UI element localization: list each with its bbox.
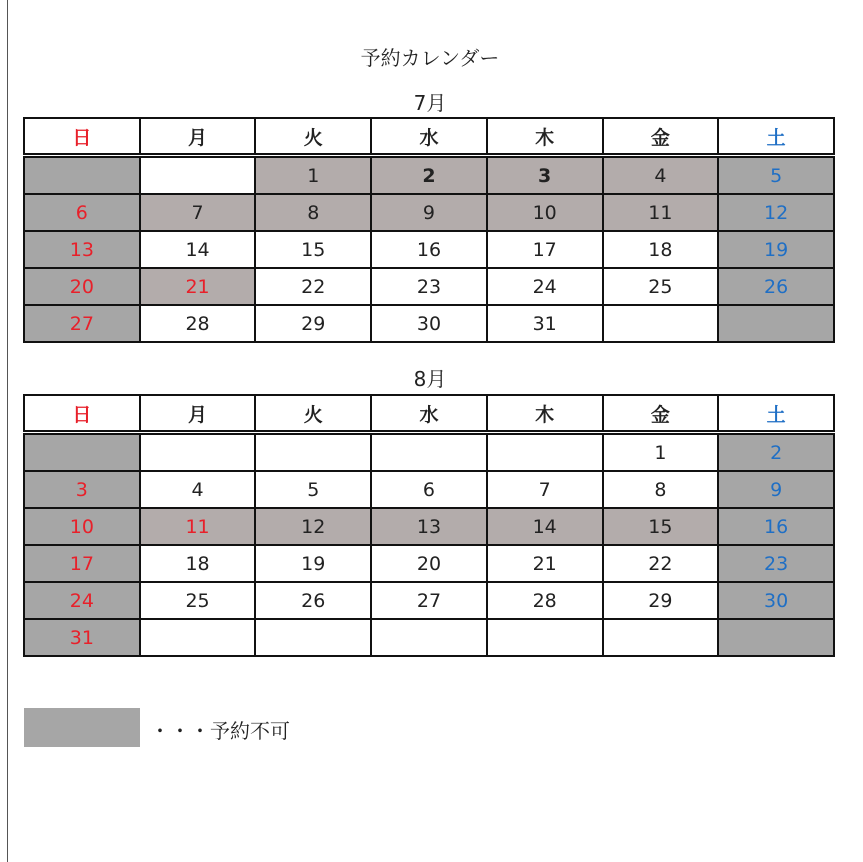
day-cell: 12 — [718, 194, 834, 231]
week-row — [24, 545, 834, 582]
day-cell: 25 — [603, 268, 719, 305]
day-cell: 13 — [24, 231, 140, 268]
day-cell: 11 — [603, 194, 719, 231]
day-cell: 24 — [24, 582, 140, 619]
weekday-fri: 金 — [603, 118, 719, 156]
week-row — [24, 305, 834, 342]
day-cell — [718, 619, 834, 656]
weekday-mon: 月 — [140, 118, 256, 156]
weekday-tue: 火 — [255, 118, 371, 156]
weekday-wed: 水 — [371, 118, 487, 156]
day-cell: 18 — [603, 231, 719, 268]
day-cell: 10 — [487, 194, 603, 231]
day-cell: 6 — [371, 471, 487, 508]
day-cell — [255, 433, 371, 472]
day-cell — [603, 305, 719, 342]
week-row — [24, 508, 834, 545]
page-left-border — [7, 0, 8, 862]
page-title: 予約カレンダー — [360, 46, 500, 70]
week-row — [24, 194, 834, 231]
day-cell: 7 — [487, 471, 603, 508]
day-cell: 8 — [603, 471, 719, 508]
week-row — [24, 471, 834, 508]
week-row — [24, 231, 834, 268]
weekday-sat: 土 — [718, 395, 834, 433]
day-cell: 6 — [24, 194, 140, 231]
weekday-sun: 日 — [24, 118, 140, 156]
day-cell: 5 — [718, 156, 834, 195]
day-cell: 19 — [255, 545, 371, 582]
day-cell: 30 — [371, 305, 487, 342]
day-cell — [487, 433, 603, 472]
day-cell: 4 — [140, 471, 256, 508]
week-row — [24, 156, 834, 195]
weekday-sun: 日 — [24, 395, 140, 433]
day-cell — [371, 619, 487, 656]
week-row — [24, 619, 834, 656]
day-cell: 15 — [255, 231, 371, 268]
day-cell — [603, 619, 719, 656]
day-cell: 24 — [487, 268, 603, 305]
day-cell: 14 — [140, 231, 256, 268]
day-cell: 8 — [255, 194, 371, 231]
day-cell: 2 — [718, 433, 834, 472]
day-cell: 14 — [487, 508, 603, 545]
day-cell: 28 — [140, 305, 256, 342]
day-cell: 3 — [24, 471, 140, 508]
month-label-august: 8月 — [413, 367, 447, 391]
day-cell: 16 — [371, 231, 487, 268]
day-cell: 7 — [140, 194, 256, 231]
day-cell — [371, 433, 487, 472]
weekday-mon: 月 — [140, 395, 256, 433]
day-cell: 31 — [487, 305, 603, 342]
month-label-july: 7月 — [413, 91, 447, 115]
day-cell — [255, 619, 371, 656]
day-cell: 3 — [487, 156, 603, 195]
day-cell: 23 — [371, 268, 487, 305]
day-cell: 27 — [24, 305, 140, 342]
day-cell: 29 — [255, 305, 371, 342]
weekday-header-row — [24, 118, 834, 156]
week-row — [24, 433, 834, 472]
day-cell: 1 — [255, 156, 371, 195]
day-cell: 4 — [603, 156, 719, 195]
weekday-tue: 火 — [255, 395, 371, 433]
day-cell: 31 — [24, 619, 140, 656]
day-cell: 1 — [603, 433, 719, 472]
day-cell: 5 — [255, 471, 371, 508]
day-cell — [487, 619, 603, 656]
day-cell: 13 — [371, 508, 487, 545]
day-cell: 28 — [487, 582, 603, 619]
day-cell: 2 — [371, 156, 487, 195]
day-cell — [140, 619, 256, 656]
day-cell: 9 — [718, 471, 834, 508]
day-cell: 17 — [24, 545, 140, 582]
day-cell: 27 — [371, 582, 487, 619]
day-cell: 21 — [487, 545, 603, 582]
day-cell: 12 — [255, 508, 371, 545]
day-cell: 21 — [140, 268, 256, 305]
day-cell: 20 — [371, 545, 487, 582]
day-cell: 26 — [718, 268, 834, 305]
day-cell: 17 — [487, 231, 603, 268]
day-cell: 26 — [255, 582, 371, 619]
day-cell: 9 — [371, 194, 487, 231]
day-cell: 18 — [140, 545, 256, 582]
day-cell: 19 — [718, 231, 834, 268]
day-cell: 25 — [140, 582, 256, 619]
day-cell — [24, 156, 140, 195]
weekday-thu: 木 — [487, 118, 603, 156]
weekday-wed: 水 — [371, 395, 487, 433]
legend-text: ・・・予約不可 — [150, 719, 290, 743]
day-cell — [140, 156, 256, 195]
week-row — [24, 268, 834, 305]
day-cell: 16 — [718, 508, 834, 545]
week-row — [24, 582, 834, 619]
day-cell: 15 — [603, 508, 719, 545]
day-cell: 30 — [718, 582, 834, 619]
day-cell: 22 — [255, 268, 371, 305]
day-cell: 11 — [140, 508, 256, 545]
day-cell: 22 — [603, 545, 719, 582]
legend-swatch-unavailable — [24, 708, 140, 747]
weekday-fri: 金 — [603, 395, 719, 433]
day-cell — [24, 433, 140, 472]
day-cell: 10 — [24, 508, 140, 545]
calendar-july — [23, 117, 835, 343]
day-cell — [140, 433, 256, 472]
calendar-august — [23, 394, 835, 657]
weekday-header-row — [24, 395, 834, 433]
day-cell: 23 — [718, 545, 834, 582]
weekday-sat: 土 — [718, 118, 834, 156]
day-cell — [718, 305, 834, 342]
day-cell: 20 — [24, 268, 140, 305]
day-cell: 29 — [603, 582, 719, 619]
weekday-thu: 木 — [487, 395, 603, 433]
